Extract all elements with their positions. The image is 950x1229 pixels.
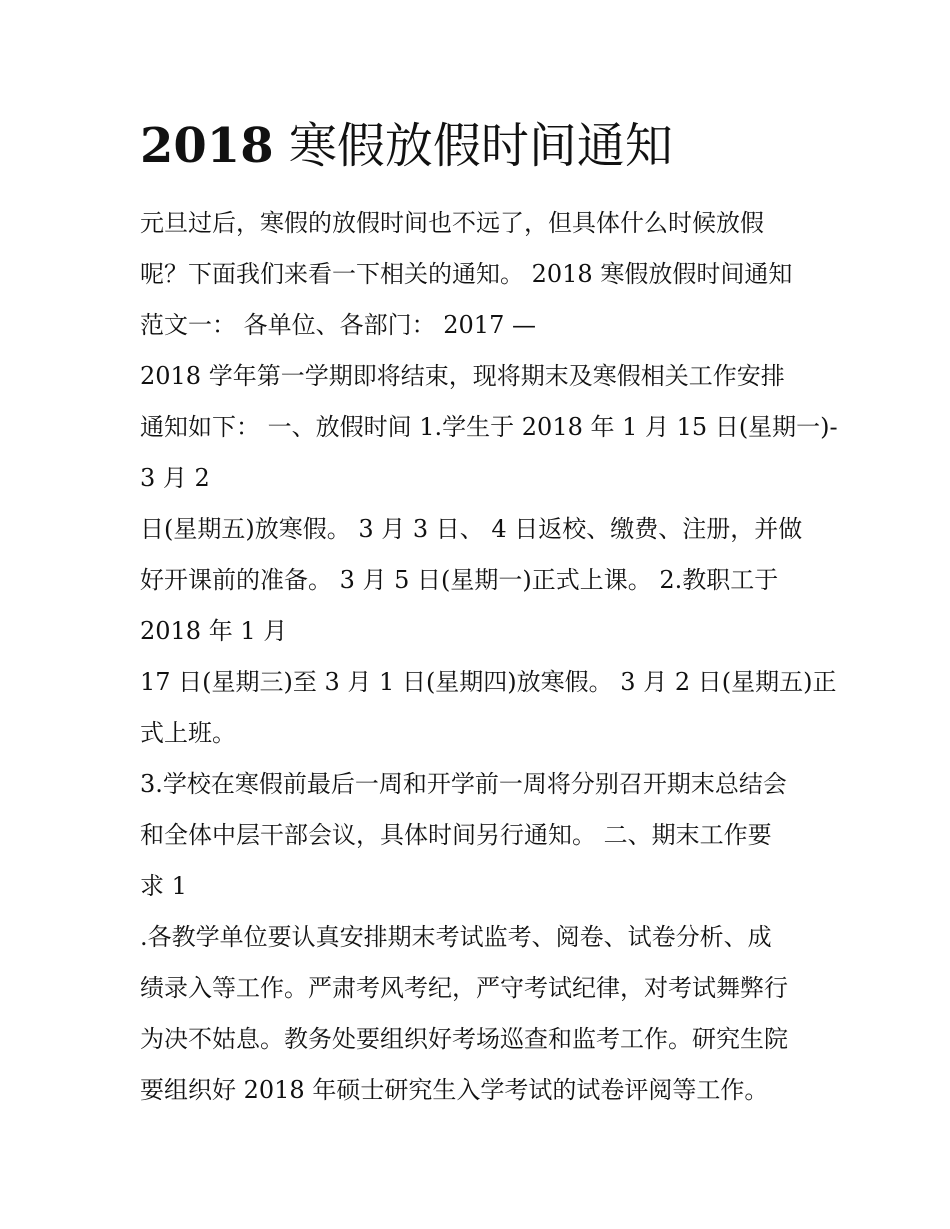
paragraph-line: 通知如下： 一、放假时间 1.学生于 2018 年 1 月 15 日(星期一)- <box>140 413 838 441</box>
paragraph-line: 绩录入等工作。严肃考风考纪，严守考试纪律，对考试舞弊行 <box>140 974 788 1002</box>
paragraph-line: 式上班。 <box>140 719 236 747</box>
paragraph-line: 要组织好 2018 年硕士研究生入学考试的试卷评阅等工作。 <box>140 1076 769 1104</box>
paragraph-line: 17 日(星期三)至 3 月 1 日(星期四)放寒假。 3 月 2 日(星期五)正 <box>140 668 837 696</box>
paragraph-line: 3.学校在寒假前最后一周和开学前一周将分别召开期末总结会 <box>140 770 787 798</box>
paragraph-line: 为决不姑息。教务处要组织好考场巡查和监考工作。研究生院 <box>140 1025 788 1053</box>
paragraph-line: 呢？下面我们来看一下相关的通知。 2018 寒假放假时间通知 <box>140 260 793 288</box>
paragraph-line: 2018 年 1 月 <box>140 617 288 645</box>
paragraph-line: 3 月 2 <box>140 464 210 492</box>
paragraph-line: 日(星期五)放寒假。 3 月 3 日、 4 日返校、缴费、注册，并做 <box>140 515 803 543</box>
paragraph-line: 2018 学年第一学期即将结束，现将期末及寒假相关工作安排 <box>140 362 785 390</box>
page-title <box>140 116 673 176</box>
paragraph-line: 和全体中层干部会议，具体时间另行通知。 二、期末工作要 <box>140 821 772 849</box>
paragraph-line: .各教学单位要认真安排期末考试监考、阅卷、试卷分析、成 <box>140 923 772 951</box>
title-number: 2018 <box>140 118 274 174</box>
paragraph-line: 求 1 <box>140 872 187 900</box>
paragraph-line: 好开课前的准备。 3 月 5 日(星期一)正式上课。 2.教职工于 <box>140 566 779 594</box>
body-text <box>140 198 840 1116</box>
paragraph-line: 元旦过后，寒假的放假时间也不远了，但具体什么时候放假 <box>140 209 764 237</box>
paragraph-line: 范文一： 各单位、各部门： 2017 — <box>140 311 536 339</box>
title-text: 寒假放假时间通知 <box>273 118 673 174</box>
